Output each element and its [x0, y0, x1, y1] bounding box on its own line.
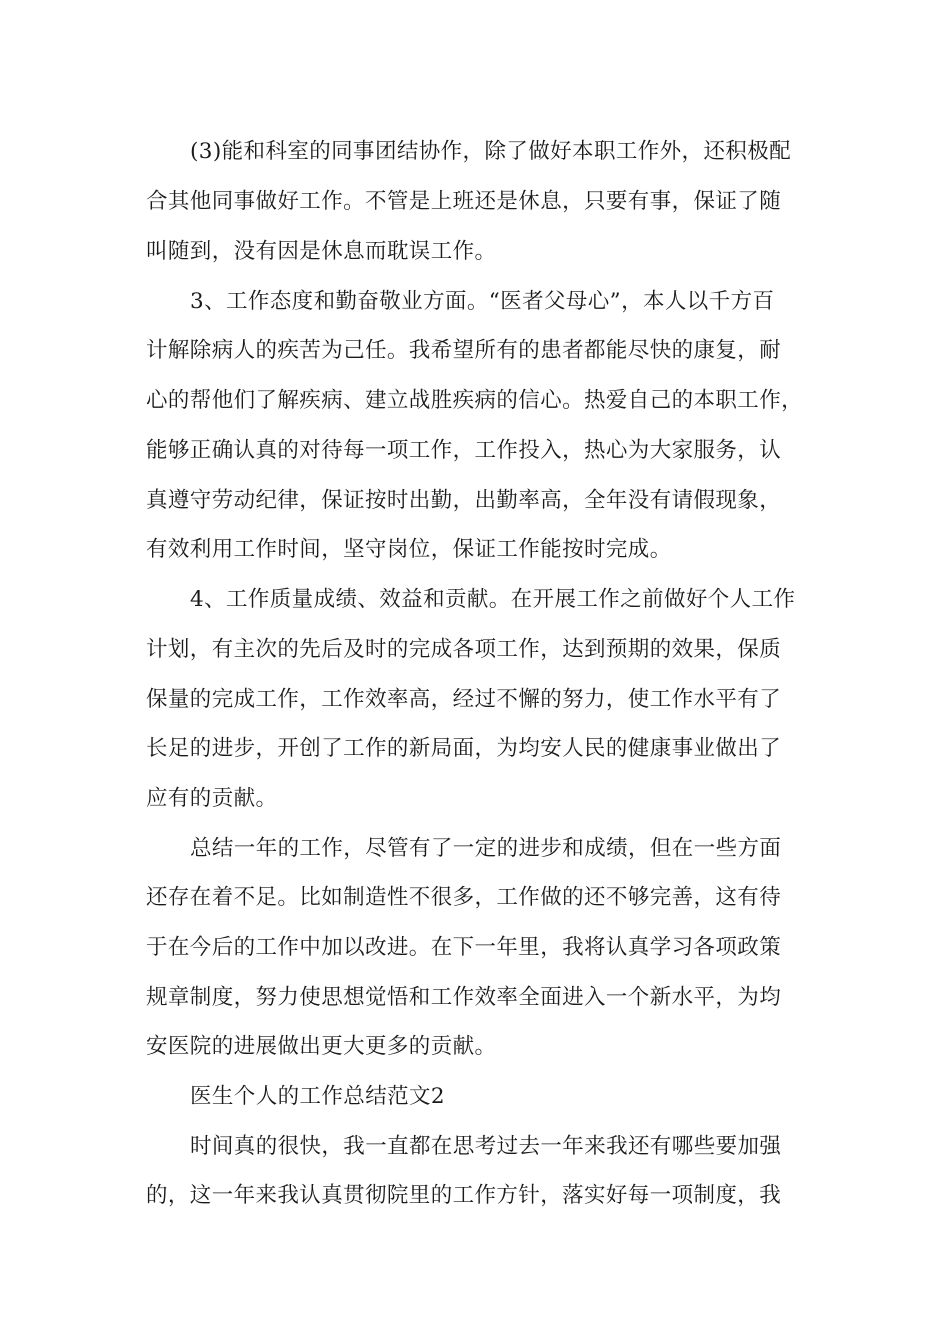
text-line: 能够正确认真的对待每一项工作，工作投入，热心为大家服务，认: [146, 438, 782, 463]
text-line: (3)能和科室的同事团结协作，除了做好本职工作外，还积极配: [190, 139, 792, 164]
text-line: 计划，有主次的先后及时的完成各项工作，达到预期的效果，保质: [146, 637, 782, 662]
text-line: 还存在着不足。比如制造性不很多，工作做的还不够完善，这有待: [146, 885, 782, 910]
text-line: 规章制度，努力使思想觉悟和工作效率全面进入一个新水平，为均: [146, 985, 782, 1010]
text-line: 总结一年的工作，尽管有了一定的进步和成绩，但在一些方面: [190, 836, 782, 861]
text-line: 时间真的很快，我一直都在思考过去一年来我还有哪些要加强: [190, 1134, 782, 1159]
text-line: 有效利用工作时间，坚守岗位，保证工作能按时完成。: [146, 537, 672, 562]
text-line: 4、工作质量成绩、效益和贡献。在开展工作之前做好个人工作: [190, 587, 796, 612]
text-line: 安医院的进展做出更大更多的贡献。: [146, 1034, 497, 1059]
text-line: 保量的完成工作，工作效率高，经过不懈的努力，使工作水平有了: [146, 687, 782, 712]
text-line: 心的帮他们了解疾病、建立战胜疾病的信心。热爱自己的本职工作，: [146, 388, 804, 413]
text-line: 于在今后的工作中加以改进。在下一年里，我将认真学习各项政策: [146, 935, 782, 960]
text-line: 长足的进步，开创了工作的新局面，为均安人民的健康事业做出了: [146, 736, 782, 761]
text-line: 合其他同事做好工作。不管是上班还是休息，只要有事，保证了随: [146, 189, 782, 214]
text-line: 真遵守劳动纪律，保证按时出勤，出勤率高，全年没有请假现象，: [146, 488, 782, 513]
text-line: 应有的贡献。: [146, 786, 278, 811]
text-line: 3、工作态度和勤奋敬业方面。“医者父母心”，本人以千方百: [190, 289, 775, 314]
text-line: 叫随到，没有因是休息而耽误工作。: [146, 239, 497, 264]
text-line: 的，这一年来我认真贯彻院里的工作方针，落实好每一项制度，我: [146, 1183, 782, 1208]
section-heading: 医生个人的工作总结范文2: [190, 1084, 445, 1109]
text-line: 计解除病人的疾苦为己任。我希望所有的患者都能尽快的康复，耐: [146, 338, 782, 363]
